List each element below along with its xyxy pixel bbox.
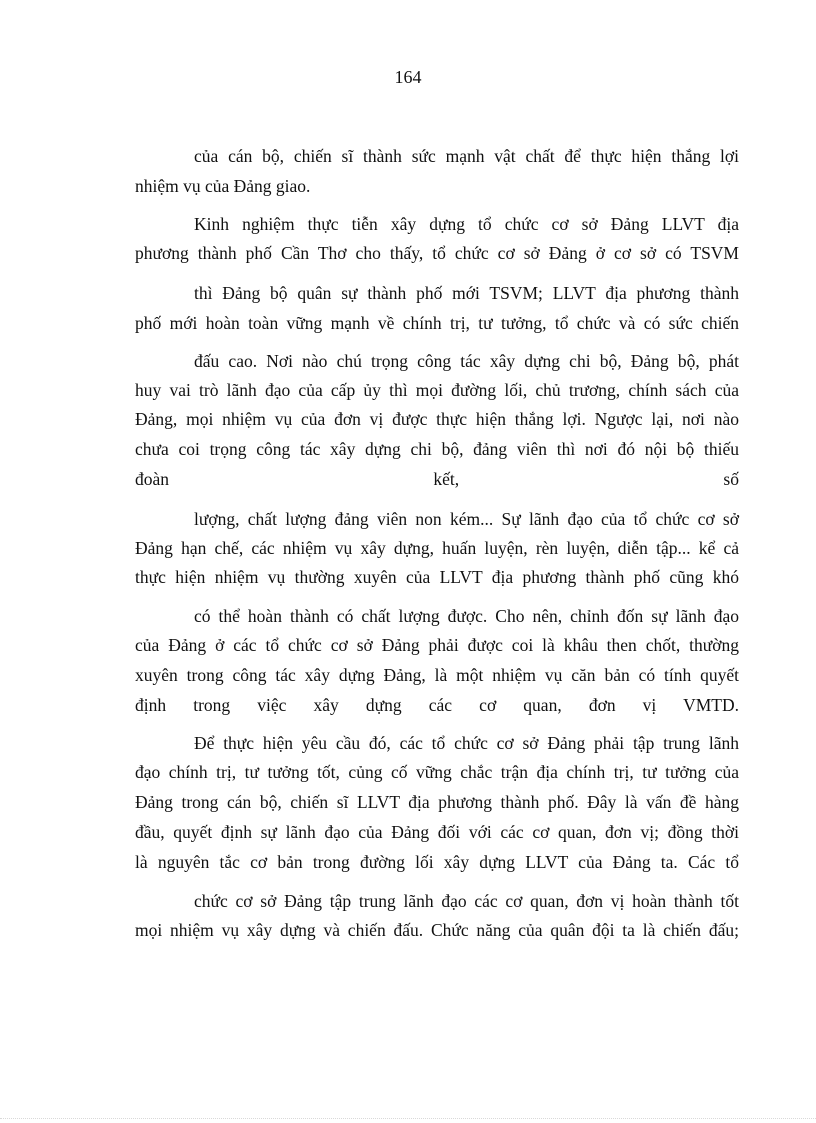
text-line: định trong việc xây dựng các cơ quan, đơn vị VMTD.: [135, 695, 739, 715]
text-line: phố mới hoàn toàn vững mạnh về chính trị, tư tưởng, tổ chức và có sức chiến: [135, 313, 739, 333]
text-line: lượng, chất lượng đảng viên non kém... Sự lãnh đạo của tổ chức cơ sở: [194, 509, 739, 529]
text-line: đầu, quyết định sự lãnh đạo của Đảng đối với các cơ quan, đơn vị; đồng thời: [135, 822, 739, 842]
text-line: Để thực hiện yêu cầu đó, các tổ chức cơ sở Đảng phải tập trung lãnh: [194, 733, 739, 753]
text-line: đoàn kết, số: [135, 469, 739, 489]
text-line: Kinh nghiệm thực tiễn xây dựng tổ chức cơ sở Đảng LLVT địa: [194, 214, 739, 234]
text-line: phương thành phố Cần Thơ cho thấy, tổ chức cơ sở Đảng ở cơ sở có TSVM: [135, 243, 739, 263]
text-line: có thể hoàn thành có chất lượng được. Cho nên, chỉnh đốn sự lãnh đạo: [194, 606, 739, 626]
text-line: đấu cao. Nơi nào chú trọng công tác xây dựng chi bộ, Đảng bộ, phát: [194, 351, 739, 371]
text-line: Đảng trong cán bộ, chiến sĩ LLVT địa phương thành phố. Đây là vấn đề hàng: [135, 792, 739, 812]
text-line: nhiệm vụ của Đảng giao.: [135, 176, 311, 196]
text-line: chức cơ sở Đảng tập trung lãnh đạo các cơ quan, đơn vị hoàn thành tốt: [194, 891, 739, 911]
text-line: huy vai trò lãnh đạo của cấp ủy thì mọi đường lối, chủ trương, chính sách của: [135, 380, 739, 400]
page-bottom-border: [0, 1118, 816, 1119]
text-line: xuyên trong công tác xây dựng Đảng, là một nhiệm vụ căn bản có tính quyết: [135, 665, 739, 685]
text-line: của cán bộ, chiến sĩ thành sức mạnh vật chất để thực hiện thắng lợi: [194, 146, 739, 166]
page-number: 164: [394, 67, 422, 87]
text-line: của Đảng ở các tổ chức cơ sở Đảng phải được coi là khâu then chốt, thường: [135, 635, 739, 655]
text-line: Đảng hạn chế, các nhiệm vụ xây dựng, huấn luyện, rèn luyện, diễn tập... kể cả: [135, 538, 739, 558]
text-line: đạo chính trị, tư tưởng tốt, củng cố vững chắc trận địa chính trị, tư tưởng của: [135, 762, 739, 782]
text-line: Đảng, mọi nhiệm vụ của đơn vị được thực hiện thắng lợi. Ngược lại, nơi nào: [135, 409, 739, 429]
text-line: mọi nhiệm vụ xây dựng và chiến đấu. Chức năng của quân đội ta là chiến đấu;: [135, 920, 739, 940]
text-line: chưa coi trọng công tác xây dựng chi bộ, đảng viên thì nơi đó nội bộ thiếu: [135, 439, 739, 459]
text-line: là nguyên tắc cơ bản trong đường lối xây dựng LLVT của Đảng ta. Các tổ: [135, 852, 739, 872]
text-line: thực hiện nhiệm vụ thường xuyên của LLVT địa phương thành phố cũng khó: [135, 567, 739, 587]
text-line: thì Đảng bộ quân sự thành phố mới TSVM; LLVT địa phương thành: [194, 283, 739, 303]
